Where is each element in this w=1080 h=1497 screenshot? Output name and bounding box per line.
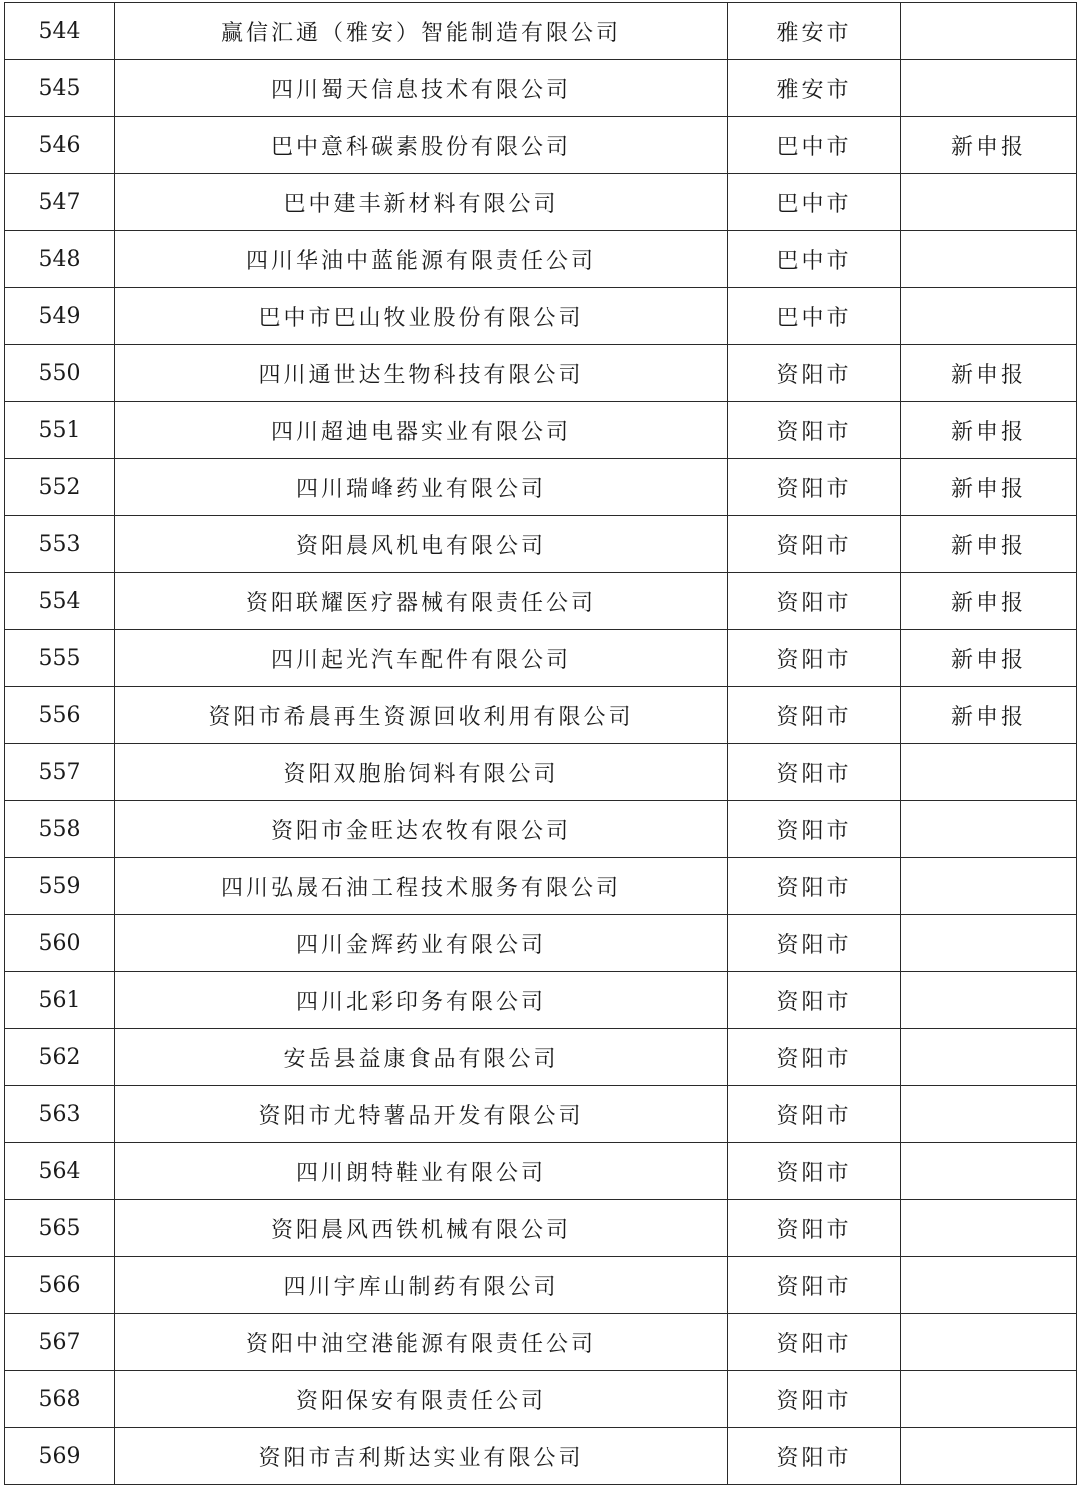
company-name-cell: 安岳县益康食品有限公司 bbox=[115, 1029, 728, 1086]
row-number-cell: 544 bbox=[5, 3, 115, 60]
table-row bbox=[5, 1029, 1077, 1086]
note-cell bbox=[901, 3, 1077, 60]
company-name-cell: 资阳双胞胎饲料有限公司 bbox=[115, 744, 728, 801]
note-cell bbox=[901, 1314, 1077, 1371]
row-number-cell: 564 bbox=[5, 1143, 115, 1200]
note-cell: 新申报 bbox=[901, 630, 1077, 687]
note-cell bbox=[901, 1029, 1077, 1086]
company-name-cell: 四川宇库山制药有限公司 bbox=[115, 1257, 728, 1314]
company-name-cell: 巴中市巴山牧业股份有限公司 bbox=[115, 288, 728, 345]
table-row bbox=[5, 459, 1077, 516]
row-number-cell: 563 bbox=[5, 1086, 115, 1143]
table-row bbox=[5, 1428, 1077, 1485]
company-name-cell: 资阳市吉利斯达实业有限公司 bbox=[115, 1428, 728, 1485]
row-number-cell: 554 bbox=[5, 573, 115, 630]
city-cell: 资阳市 bbox=[728, 345, 901, 402]
note-cell bbox=[901, 972, 1077, 1029]
note-cell bbox=[901, 1428, 1077, 1485]
note-cell: 新申报 bbox=[901, 459, 1077, 516]
row-number-cell: 558 bbox=[5, 801, 115, 858]
table-row bbox=[5, 801, 1077, 858]
row-number-cell: 546 bbox=[5, 117, 115, 174]
row-number-cell: 545 bbox=[5, 60, 115, 117]
table-row bbox=[5, 1314, 1077, 1371]
company-name-cell: 赢信汇通（雅安）智能制造有限公司 bbox=[115, 3, 728, 60]
table-row bbox=[5, 915, 1077, 972]
company-name-cell: 资阳中油空港能源有限责任公司 bbox=[115, 1314, 728, 1371]
city-cell: 资阳市 bbox=[728, 1428, 901, 1485]
table-row bbox=[5, 630, 1077, 687]
note-cell bbox=[901, 915, 1077, 972]
city-cell: 资阳市 bbox=[728, 516, 901, 573]
note-cell bbox=[901, 1257, 1077, 1314]
city-cell: 资阳市 bbox=[728, 459, 901, 516]
city-cell: 资阳市 bbox=[728, 1086, 901, 1143]
table-body bbox=[5, 3, 1077, 1485]
note-cell bbox=[901, 288, 1077, 345]
company-name-cell: 四川瑞峰药业有限公司 bbox=[115, 459, 728, 516]
table-row bbox=[5, 1200, 1077, 1257]
note-cell bbox=[901, 744, 1077, 801]
row-number-cell: 566 bbox=[5, 1257, 115, 1314]
city-cell: 资阳市 bbox=[728, 687, 901, 744]
row-number-cell: 555 bbox=[5, 630, 115, 687]
company-name-cell: 四川弘晟石油工程技术服务有限公司 bbox=[115, 858, 728, 915]
note-cell: 新申报 bbox=[901, 516, 1077, 573]
note-cell bbox=[901, 1371, 1077, 1428]
table-row bbox=[5, 516, 1077, 573]
company-name-cell: 资阳市尤特薯品开发有限公司 bbox=[115, 1086, 728, 1143]
note-cell: 新申报 bbox=[901, 687, 1077, 744]
table-row bbox=[5, 1371, 1077, 1428]
note-cell bbox=[901, 174, 1077, 231]
enterprise-table bbox=[4, 2, 1077, 1485]
row-number-cell: 559 bbox=[5, 858, 115, 915]
city-cell: 资阳市 bbox=[728, 630, 901, 687]
note-cell: 新申报 bbox=[901, 573, 1077, 630]
city-cell: 资阳市 bbox=[728, 402, 901, 459]
city-cell: 资阳市 bbox=[728, 1314, 901, 1371]
note-cell bbox=[901, 231, 1077, 288]
note-cell bbox=[901, 1200, 1077, 1257]
table-row bbox=[5, 744, 1077, 801]
table-row bbox=[5, 60, 1077, 117]
row-number-cell: 569 bbox=[5, 1428, 115, 1485]
table-row bbox=[5, 288, 1077, 345]
city-cell: 资阳市 bbox=[728, 744, 901, 801]
city-cell: 资阳市 bbox=[728, 1200, 901, 1257]
row-number-cell: 548 bbox=[5, 231, 115, 288]
row-number-cell: 549 bbox=[5, 288, 115, 345]
row-number-cell: 568 bbox=[5, 1371, 115, 1428]
city-cell: 资阳市 bbox=[728, 801, 901, 858]
city-cell: 巴中市 bbox=[728, 231, 901, 288]
row-number-cell: 567 bbox=[5, 1314, 115, 1371]
row-number-cell: 561 bbox=[5, 972, 115, 1029]
table-row bbox=[5, 174, 1077, 231]
company-name-cell: 四川通世达生物科技有限公司 bbox=[115, 345, 728, 402]
city-cell: 巴中市 bbox=[728, 174, 901, 231]
company-name-cell: 巴中意科碳素股份有限公司 bbox=[115, 117, 728, 174]
table-row bbox=[5, 1143, 1077, 1200]
row-number-cell: 560 bbox=[5, 915, 115, 972]
city-cell: 雅安市 bbox=[728, 60, 901, 117]
note-cell bbox=[901, 858, 1077, 915]
city-cell: 资阳市 bbox=[728, 915, 901, 972]
company-name-cell: 资阳联耀医疗器械有限责任公司 bbox=[115, 573, 728, 630]
note-cell bbox=[901, 801, 1077, 858]
company-name-cell: 巴中建丰新材料有限公司 bbox=[115, 174, 728, 231]
table-row bbox=[5, 402, 1077, 459]
note-cell: 新申报 bbox=[901, 345, 1077, 402]
company-name-cell: 资阳保安有限责任公司 bbox=[115, 1371, 728, 1428]
company-name-cell: 四川起光汽车配件有限公司 bbox=[115, 630, 728, 687]
row-number-cell: 552 bbox=[5, 459, 115, 516]
table-row bbox=[5, 573, 1077, 630]
row-number-cell: 550 bbox=[5, 345, 115, 402]
city-cell: 资阳市 bbox=[728, 1257, 901, 1314]
row-number-cell: 547 bbox=[5, 174, 115, 231]
table-row bbox=[5, 117, 1077, 174]
city-cell: 资阳市 bbox=[728, 1029, 901, 1086]
city-cell: 巴中市 bbox=[728, 288, 901, 345]
city-cell: 资阳市 bbox=[728, 573, 901, 630]
table-row bbox=[5, 687, 1077, 744]
city-cell: 巴中市 bbox=[728, 117, 901, 174]
table-row bbox=[5, 858, 1077, 915]
table-row bbox=[5, 1257, 1077, 1314]
table-row bbox=[5, 345, 1077, 402]
city-cell: 雅安市 bbox=[728, 3, 901, 60]
company-name-cell: 资阳市希晨再生资源回收利用有限公司 bbox=[115, 687, 728, 744]
city-cell: 资阳市 bbox=[728, 972, 901, 1029]
note-cell bbox=[901, 1086, 1077, 1143]
row-number-cell: 553 bbox=[5, 516, 115, 573]
row-number-cell: 562 bbox=[5, 1029, 115, 1086]
company-name-cell: 四川北彩印务有限公司 bbox=[115, 972, 728, 1029]
note-cell bbox=[901, 60, 1077, 117]
company-name-cell: 四川金辉药业有限公司 bbox=[115, 915, 728, 972]
table-row bbox=[5, 1086, 1077, 1143]
note-cell: 新申报 bbox=[901, 117, 1077, 174]
note-cell bbox=[901, 1143, 1077, 1200]
city-cell: 资阳市 bbox=[728, 1143, 901, 1200]
company-name-cell: 四川朗特鞋业有限公司 bbox=[115, 1143, 728, 1200]
row-number-cell: 551 bbox=[5, 402, 115, 459]
company-name-cell: 资阳晨风西铁机械有限公司 bbox=[115, 1200, 728, 1257]
company-name-cell: 四川蜀天信息技术有限公司 bbox=[115, 60, 728, 117]
row-number-cell: 565 bbox=[5, 1200, 115, 1257]
city-cell: 资阳市 bbox=[728, 858, 901, 915]
table-row bbox=[5, 972, 1077, 1029]
company-name-cell: 资阳市金旺达农牧有限公司 bbox=[115, 801, 728, 858]
table-row bbox=[5, 231, 1077, 288]
company-name-cell: 资阳晨风机电有限公司 bbox=[115, 516, 728, 573]
row-number-cell: 556 bbox=[5, 687, 115, 744]
company-name-cell: 四川超迪电器实业有限公司 bbox=[115, 402, 728, 459]
company-name-cell: 四川华油中蓝能源有限责任公司 bbox=[115, 231, 728, 288]
table-row bbox=[5, 3, 1077, 60]
city-cell: 资阳市 bbox=[728, 1371, 901, 1428]
row-number-cell: 557 bbox=[5, 744, 115, 801]
note-cell: 新申报 bbox=[901, 402, 1077, 459]
